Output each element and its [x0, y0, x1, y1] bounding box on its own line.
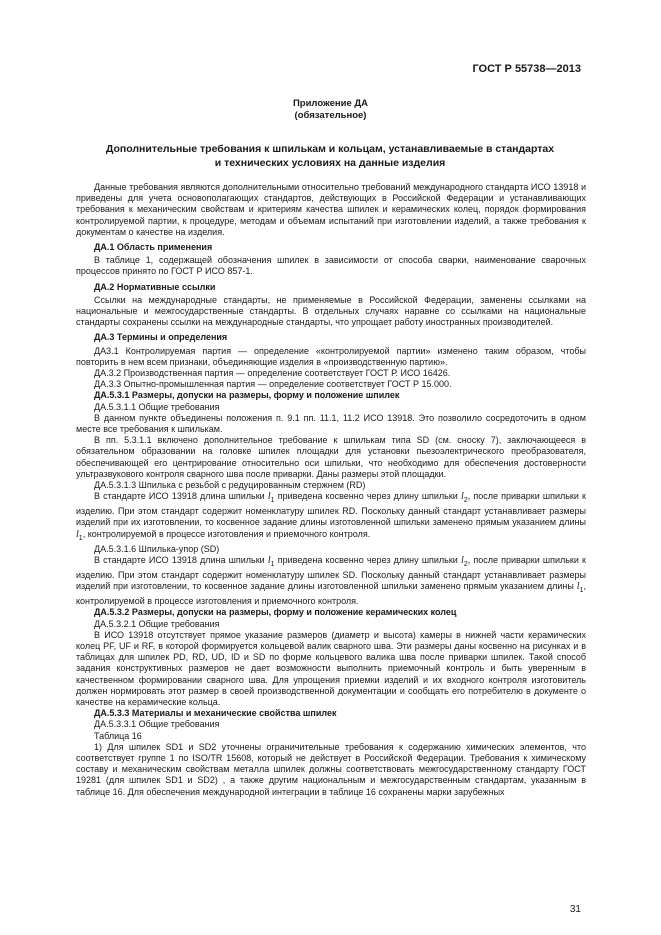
- clause-da5331-title: ДА.5.3.3.1 Общие требования: [94, 719, 220, 730]
- clause-da32: ДА.3.2 Производственная партия — определение соответствует ГОСТ Р. ИСО 16426.: [94, 368, 451, 379]
- title-line-1: Дополнительные требования к шпилькам и кольцам, устанавливаемые в стандартах: [105, 143, 555, 155]
- section-da531-heading: ДА.5.3.1 Размеры, допуски на размеры, форму и положение шпилек: [94, 390, 400, 401]
- clause-p5311-text: В пп. 5.3.1.1 включено дополнительное требование к шпилькам типа SD (см. сноску 7), заключающееся в обязательном образовании на головке шпилек площадки для установки пьезоэлектрического преобразователя, обеспечивающей его центрирование относительно оси шпильки, что необходимо для обеспечения достоверности ультразвукового контроля сварного шва после приварки. Даны размеры этой площадки.: [76, 435, 586, 479]
- clause-da5313-text: В стандарте ИСО 13918 длина шпильки $l_1$ приведена косвенно через длину шпильки $l_2$, после приварки шпильки к изделию. При этом стандарт содержит номенклатуру шпилек RD. Поскольку данный стандарт устанавливает размеры изделий при их изготовлении, то косвенное задание длины изготовленной шпильки заменено прямым указанием длины $l_1$, контролируемой в процессе изготовления и приемочного контроля.: [76, 491, 586, 542]
- annex-status: (обязательное): [294, 110, 367, 121]
- section-da3-heading: ДА.3 Термины и определения: [94, 332, 228, 343]
- page-number: 31: [569, 904, 581, 915]
- clause-da5313-title: ДА.5.3.1.3 Шпилька с резьбой с редуцированным стержнем (RD): [94, 480, 366, 491]
- clause-da5321-title: ДА.5.3.2.1 Общие требования: [94, 618, 220, 629]
- document-body: [76, 182, 586, 798]
- standard-number: ГОСТ Р 55738—2013: [472, 63, 581, 75]
- clause-da5316-text: В стандарте ИСО 13918 длина шпильки $l_1$ приведена косвенно через длину шпильки $l_2$, после приварки шпильки к изделию. При этом стандарт содержит номенклатуру шпилек SD. Поскольку данный стандарт устанавливает размеры изделий при изготовлении, то косвенное задание длины изготовленной шпильки заменено прямым указанием длины $l_1$, контролируемой в процессе изготовления и приемочного контроля.: [76, 554, 586, 607]
- item-1-text: 1) Для шпилек SD1 и SD2 уточнены ограничительные требования к содержанию химических элементов, что соответствует группе 1 по ISO/TR 15608, который не действует в Российской Федерации. Требования к химическому составу и механическим свойствам металла шпилек должны соответствовать межгосударственному стандарту ГОСТ 19281 (для шпилек SD1 и SD2) , а также другим национальным и межгосударственным стандартам, указанным в таблице 16. Для обеспечения международной интеграции в таблице 16 сохранены марки зарубежных: [76, 741, 586, 797]
- clause-da31: ДА3.1 Контролируемая партия — определение «контролируемой партии» изменено таким образом, чтобы повторить в нем всем признаки, объединяющие изделия в «производственную партию».: [76, 345, 586, 367]
- section-da532-heading: ДА.5.3.2 Размеры, допуски на размеры, форму и положение керамических колец: [94, 607, 457, 618]
- clause-da5321-text: В ИСО 13918 отсутствует прямое указание размеров (диаметр и высота) камеры в нижней части керамических колец PF, UF и RF, в которой формируется кольцевой валик сварного шва. Эти размеры даны косвенно на рисунках и в таблицах для шпилек PD, RD, UD, ID и SD по форме кольцевого валика шва после приварки шпилек. Такой способ задания конструктивных размеров не дает возможности выполнить приемочный контроль и быть уверенным в качественном формировании сварного шва. Для упрощения приемки изделий и их входного контроля изготовитель должен нормировать этот размер в своей производственной документации и сообщать его потребителю в документе о качестве на керамические кольца.: [76, 629, 586, 707]
- intro-paragraph: Данные требования являются дополнительными относительно требований международного стандарта ИСО 13918 и приведены для учета основополагающих стандартов, действующих в Российской Федерации и устанавливающих требования к механическим свойствам и критериям качества шпилек и керамических колец, порядок формирования контролируемой партии, к процедуре, методам и объемам испытаний при изготовлении изделий, а также требования к документам о качестве на изделия.: [76, 182, 586, 237]
- annex-name: Приложение ДА: [292, 98, 369, 109]
- clause-da5316-title: ДА.5.3.1.6 Шпилька-упор (SD): [94, 543, 220, 554]
- section-da533-heading: ДА.5.3.3 Материалы и механические свойства шпилек: [94, 708, 337, 719]
- title-line-2: и технических условиях на данные изделия: [214, 157, 446, 169]
- section-da1-heading: ДА.1 Область применения: [94, 242, 213, 253]
- section-da1-text: В таблице 1, содержащей обозначения шпилек в зависимости от способа сварки, наименование сварочных процессов принято по ГОСТ Р ИСО 857-1.: [76, 255, 586, 277]
- clause-da5311-text: В данном пункте объединены положения п. 9.1 пп. 11.1, 11.2 ИСО 13918. Это позволило сосредоточить в одном месте все требования к шпилькам.: [76, 412, 586, 435]
- document-title: [80, 142, 580, 170]
- clause-da33: ДА.3.3 Опытно-промышленная партия — определение соответствует ГОСТ Р 15.000.: [94, 379, 452, 390]
- table-16-label: Таблица 16: [94, 730, 142, 741]
- clause-da5311-title: ДА.5.3.1.1 Общие требования: [94, 401, 220, 412]
- section-da2-heading: ДА.2 Нормативные ссылки: [94, 281, 216, 292]
- section-da2-text: Ссылки на международные стандарты, не применяемые в Российской Федерации, заменены ссылками на национальные и межгосударственные стандарты. В отдельных случаях наравне со ссылками на национальные стандарты сохранены ссылки на международные стандарты, что упрощает работу иностранных производителей.: [76, 294, 586, 328]
